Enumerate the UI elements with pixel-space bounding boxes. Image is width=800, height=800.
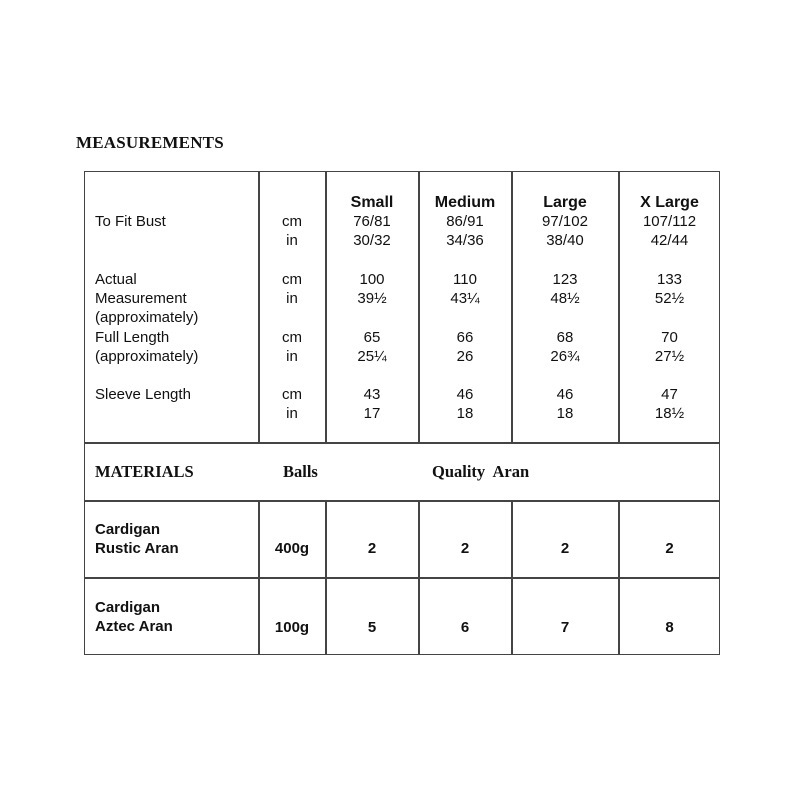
value-cell: 86/91 — [446, 213, 484, 230]
value-cell: 39½ — [357, 290, 387, 307]
size-header-large: Large — [543, 194, 587, 211]
value-cell: 46 — [556, 386, 574, 403]
ball-count: 5 — [367, 619, 377, 636]
ball-count: 7 — [560, 619, 570, 636]
unit-in: in — [286, 348, 298, 365]
ball-count: 6 — [460, 619, 470, 636]
value-cell: 97/102 — [542, 213, 588, 230]
value-cell: 123 — [552, 271, 578, 288]
value-cell: 25¼ — [357, 348, 387, 365]
value-cell: 100 — [359, 271, 385, 288]
value-cell: 110 — [453, 271, 477, 288]
unit-in: in — [286, 232, 298, 249]
value-cell: 17 — [363, 405, 381, 422]
materials-heading: MATERIALS — [95, 462, 194, 481]
measurements-title: MEASUREMENTS — [76, 133, 224, 152]
ball-count: 2 — [665, 540, 674, 557]
row-label: (approximately) — [95, 309, 199, 326]
material-weight: 100g — [274, 619, 310, 636]
ball-count: 8 — [665, 619, 674, 636]
value-cell: 30/32 — [353, 232, 391, 249]
row-label: To Fit Bust — [95, 213, 166, 230]
row-label: Measurement — [95, 290, 187, 307]
value-cell: 47 — [661, 386, 678, 403]
unit-cm: cm — [282, 271, 302, 288]
quality-label: Quality Aran — [432, 462, 530, 481]
row-label: Full Length — [95, 329, 170, 346]
size-header-small: Small — [350, 194, 394, 211]
value-cell: 48½ — [550, 290, 580, 307]
row-divider — [84, 577, 720, 579]
row-divider — [84, 442, 720, 444]
unit-in: in — [286, 290, 298, 307]
ball-count: 2 — [460, 540, 470, 557]
value-cell: 70 — [661, 329, 678, 346]
ball-count: 2 — [560, 540, 570, 557]
value-cell: 18 — [556, 405, 574, 422]
value-cell: 18½ — [654, 405, 685, 422]
size-header-medium: Medium — [434, 194, 496, 211]
value-cell: 38/40 — [546, 232, 584, 249]
value-cell: 68 — [556, 329, 574, 346]
unit-in: in — [286, 405, 298, 422]
value-cell: 43¼ — [450, 290, 480, 307]
value-cell: 76/81 — [353, 213, 391, 230]
unit-cm: cm — [282, 213, 302, 230]
value-cell: 27½ — [654, 348, 685, 365]
row-divider — [84, 500, 720, 502]
balls-label: Balls — [283, 462, 318, 481]
material-name: Aztec Aran — [95, 618, 173, 635]
value-cell: 133 — [656, 271, 683, 288]
material-weight: 400g — [274, 540, 310, 557]
value-cell: 26 — [456, 348, 474, 365]
material-name: Rustic Aran — [95, 540, 179, 557]
value-cell: 52½ — [654, 290, 685, 307]
value-cell: 18 — [456, 405, 474, 422]
value-cell: 26¾ — [550, 348, 580, 365]
value-cell: 46 — [456, 386, 474, 403]
row-label: Sleeve Length — [95, 386, 191, 403]
unit-cm: cm — [282, 386, 302, 403]
unit-cm: cm — [282, 329, 302, 346]
value-cell: 34/36 — [446, 232, 484, 249]
ball-count: 2 — [367, 540, 377, 557]
value-cell: 43 — [363, 386, 381, 403]
row-label: (approximately) — [95, 348, 199, 365]
material-name: Cardigan — [95, 521, 161, 538]
row-label: Actual — [95, 271, 137, 288]
size-header-xlarge: X Large — [640, 194, 699, 211]
value-cell: 107/112 — [642, 213, 697, 230]
value-cell: 42/44 — [650, 232, 689, 249]
value-cell: 66 — [456, 329, 474, 346]
material-name: Cardigan — [95, 599, 161, 616]
value-cell: 65 — [363, 329, 381, 346]
